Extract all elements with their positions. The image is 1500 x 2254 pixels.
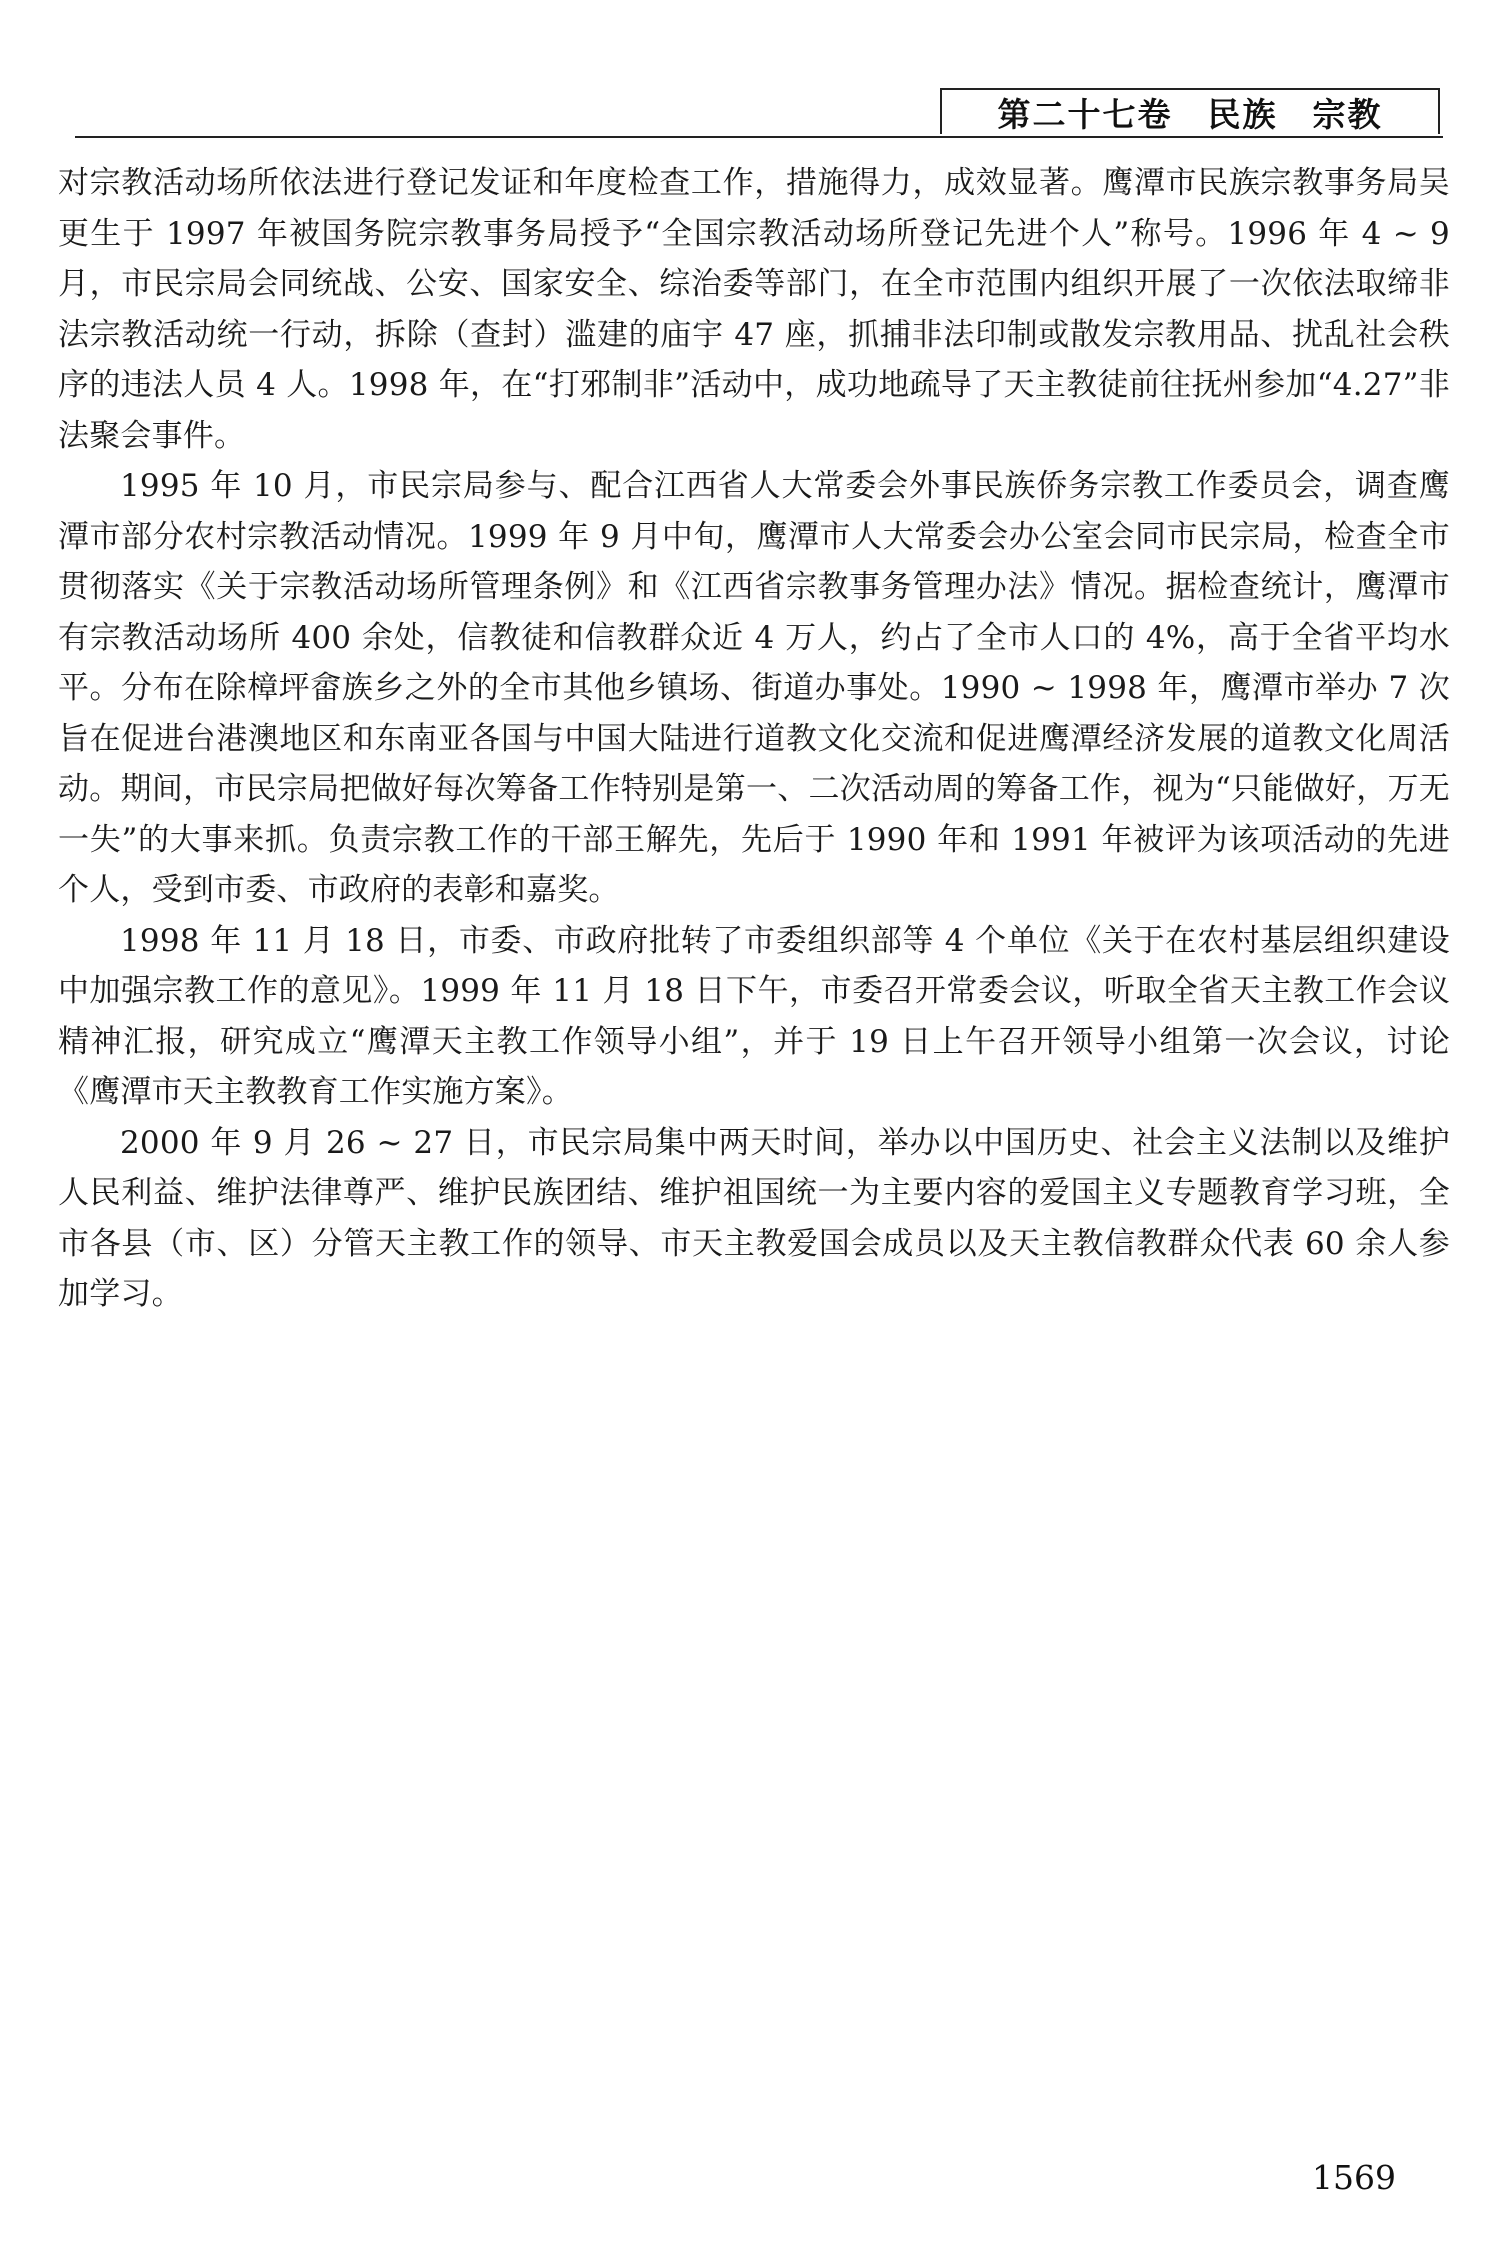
paragraph-1: 对宗教活动场所依法进行登记发证和年度检查工作，措施得力，成效显著。鹰潭市民族宗教事务局吴更生于 1997 年被国务院宗教事务局授予“全国宗教活动场所登记先进个人”称号。1996 年 4 ~ 9 月，市民宗局会同统战、公安、国家安全、综治委等部门，在全市范围内组织开展了一次依法取缔非法宗教活动统一行动，拆除（查封）滥建的庙宇 47 座，抓捕非法印制或散发宗教用品、扰乱社会秩序的违法人员 4 人。1998 年，在“打邪制非”活动中，成功地疏导了天主教徒前往抚州参加“4.27”非法聚会事件。 xyxy=(58,165,1450,454)
page-body xyxy=(58,158,1450,1320)
running-header: 第二十七卷 民族 宗教 xyxy=(940,88,1440,134)
header-rule xyxy=(75,136,1443,138)
page-number: 1569 xyxy=(1312,2158,1396,2197)
paragraph-2: 1995 年 10 月，市民宗局参与、配合江西省人大常委会外事民族侨务宗教工作委员会，调查鹰潭市部分农村宗教活动情况。1999 年 9 月中旬，鹰潭市人大常委会办公室会同市民宗局，检查全市贯彻落实《关于宗教活动场所管理条例》和《江西省宗教事务管理办法》情况。据检查统计，鹰潭市有宗教活动场所 400 余处，信教徒和信教群众近 4 万人，约占了全市人口的 4%，高于全省平均水平。分布在除樟坪畲族乡之外的全市其他乡镇场、街道办事处。1990 ~ 1998 年，鹰潭市举办 7 次旨在促进台港澳地区和东南亚各国与中国大陆进行道教文化交流和促进鹰潭经济发展的道教文化周活动。期间，市民宗局把做好每次筹备工作特别是第一、二次活动周的筹备工作，视为“只能做好，万无一失”的大事来抓。负责宗教工作的干部王解先，先后于 1990 年和 1991 年被评为该项活动的先进个人，受到市委、市政府的表彰和嘉奖。 xyxy=(58,468,1450,908)
paragraph-4: 2000 年 9 月 26 ~ 27 日，市民宗局集中两天时间，举办以中国历史、社会主义法制以及维护人民利益、维护法律尊严、维护民族团结、维护祖国统一为主要内容的爱国主义专题教育学习班，全市各县（市、区）分管天主教工作的领导、市天主教爱国会成员以及天主教信教群众代表 60 余人参加学习。 xyxy=(58,1124,1450,1312)
paragraph-3: 1998 年 11 月 18 日，市委、市政府批转了市委组织部等 4 个单位《关于在农村基层组织建设中加强宗教工作的意见》。1999 年 11 月 18 日下午，市委召开常委会议，听取全省天主教工作会议精神汇报，研究成立“鹰潭天主教工作领导小组”，并于 19 日上午召开领导小组第一次会议，讨论《鹰潭市天主教教育工作实施方案》。 xyxy=(58,922,1450,1110)
